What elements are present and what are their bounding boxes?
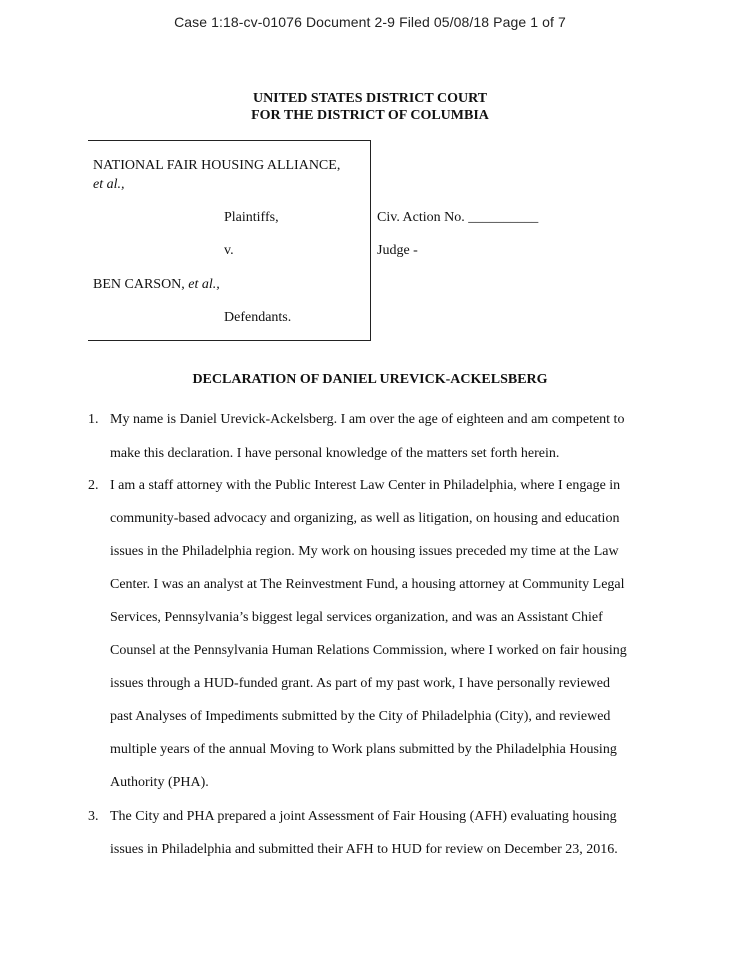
declaration-title: DECLARATION OF DANIEL UREVICK-ACKELSBERG [192,372,548,387]
paragraph-line: past Analyses of Impediments submitted by the City of Philadelphia (City), and reviewed [110,709,611,724]
paragraph-line: My name is Daniel Urevick-Ackelsberg. I am over the age of eighteen and am competent to [110,412,625,427]
paragraph-line: make this declaration. I have personal knowledge of the matters set forth herein. [110,446,560,461]
paragraph-number: 2. [88,478,99,493]
paragraph-line: I am a staff attorney with the Public Interest Law Center in Philadelphia, where I engage in [110,478,621,493]
court-heading [0,90,740,124]
paragraph-number: 3. [88,809,99,824]
civil-action-number: Civ. Action No. __________ [377,210,539,225]
plaintiff-etal: et al., [93,177,125,192]
paragraph-line: issues in Philadelphia and submitted their AFH to HUD for review on December 23, 2016. [110,842,618,857]
plaintiff-name: NATIONAL FAIR HOUSING ALLIANCE, [93,158,341,173]
paragraph-line: Counsel at the Pennsylvania Human Relations Commission, where I worked on fair housing [110,643,627,658]
defendant-line [93,277,220,293]
paragraph-line: Authority (PHA). [110,775,209,790]
paragraph-line: multiple years of the annual Moving to Work plans submitted by the Philadelphia Housing [110,742,617,757]
defendant-name: BEN CARSON, [93,277,185,292]
court-district: FOR THE DISTRICT OF COLUMBIA [251,108,489,123]
paragraph-line: community-based advocacy and organizing, as well as litigation, on housing and education [110,511,620,526]
defendant-etal: et al., [188,277,220,292]
plaintiffs-label: Plaintiffs, [224,210,279,225]
paragraph-line: Services, Pennsylvania’s biggest legal services organization, and was an Assistant Chief [110,610,603,625]
defendants-label: Defendants. [224,310,292,325]
paragraph-line: issues through a HUD-funded grant. As part of my past work, I have personally reviewed [110,676,610,691]
court-name: UNITED STATES DISTRICT COURT [252,91,488,106]
paragraph-line: issues in the Philadelphia region. My work on housing issues preceded my time at the Law [110,544,619,559]
paragraph-line: Center. I was an analyst at The Reinvestment Fund, a housing attorney at Community Legal [110,577,625,592]
judge-label: Judge - [377,243,418,258]
versus-label: v. [224,243,234,258]
paragraph-line: The City and PHA prepared a joint Assessment of Fair Housing (AFH) evaluating housing [110,809,617,824]
paragraph-number: 1. [88,412,99,427]
filing-header: Case 1:18-cv-01076 Document 2-9 Filed 05/08/18 Page 1 of 7 [174,14,566,30]
